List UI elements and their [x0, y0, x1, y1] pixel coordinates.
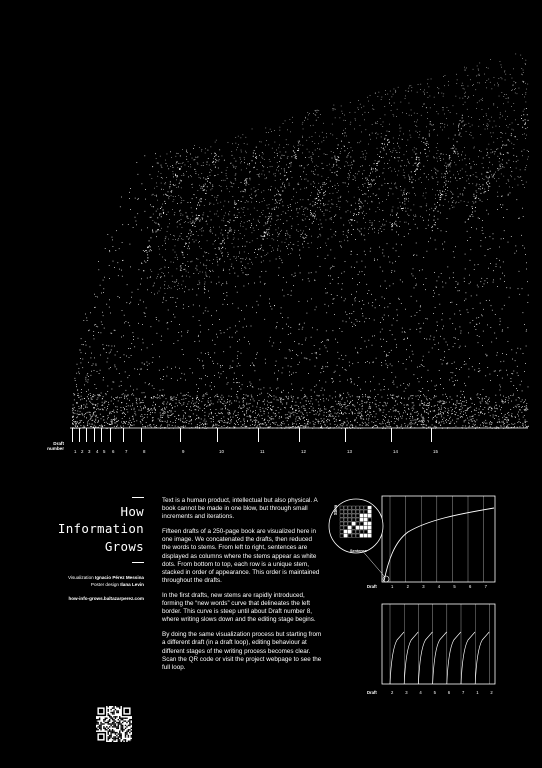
- credit-visualization: [0, 575, 144, 581]
- draft-tick: [94, 428, 95, 442]
- draft-number: 8: [143, 449, 146, 454]
- credit-design-role: Poster design: [90, 582, 119, 587]
- title-line-2: Information: [57, 521, 144, 537]
- curve-draft-number: 7: [484, 584, 487, 589]
- credit-design-name: Ilana Levin: [120, 582, 144, 587]
- zoom-target-circle: [383, 576, 389, 582]
- curve-draft-number: 1: [391, 584, 394, 589]
- project-url[interactable]: how-info-grows.baltazarperez.com: [68, 596, 144, 601]
- draft-number: 10: [219, 449, 224, 454]
- draft-number: 7: [125, 449, 128, 454]
- paragraph-4: By doing the same visualization process but starting from a different draft (in a draft loop), editing behaviour at different stages of the writing process becomes clear. Scan the QR code or visit the project webpage to see the full loop.: [162, 631, 322, 671]
- loop-chart-frame: [382, 604, 495, 684]
- stem-dots: [72, 54, 529, 429]
- draft-tick: [391, 428, 392, 442]
- credit-design: [0, 582, 144, 588]
- draft-number: 5: [103, 449, 106, 454]
- loop-draft-number: 2: [391, 690, 394, 695]
- draft-tick: [79, 428, 80, 442]
- loop-draft-number: 5: [433, 690, 436, 695]
- draft-tick: [86, 428, 87, 442]
- qr-code[interactable]: [96, 706, 132, 742]
- draft-number: 11: [260, 449, 265, 454]
- paragraph-3: In the first drafts, new stems are rapidly introduced, forming the “new words” curve that delineates the left border. This curve is steep until about Draft number 8, where writing slows down and the editing stage begins.: [162, 591, 316, 624]
- loop-draft-number: 3: [405, 690, 408, 695]
- description-text: [162, 497, 322, 679]
- draft-tick: [299, 428, 300, 442]
- credit-viz-role: Visualization: [67, 575, 94, 580]
- loop-draft-number: 2: [490, 690, 493, 695]
- credit-viz-name: Ignacio Pérez Messina: [94, 575, 144, 580]
- draft-number: 3: [88, 449, 91, 454]
- loop-draft-number: 6: [447, 690, 451, 695]
- curve-draft-number: 6: [469, 584, 472, 589]
- loop-draft-number: 4: [419, 690, 422, 695]
- loop-draft-label: Draft: [367, 690, 377, 695]
- draft-tick: [72, 428, 73, 442]
- axis-label-draft: Draft: [53, 441, 64, 446]
- paragraph-2: Fifteen drafts of a 250-page book are visualized here in one image. We concatenated the drafts, then reduced the words to stems. From left to right, sentences are displayed as columns where the stems appear as white dots. From bottom to top, each row is a unique stem, stacked in order of appearance. This order is maintained throughout the drafts.: [162, 528, 320, 584]
- draft-number: 2: [81, 449, 84, 454]
- draft-tick: [345, 428, 346, 442]
- title-line-3: Grows: [104, 538, 144, 554]
- draft-number: 6: [112, 449, 115, 454]
- curve-draft-number: 4: [437, 584, 441, 589]
- draft-tick: [217, 428, 218, 442]
- draft-number: 9: [182, 449, 185, 454]
- axis-label-number: number: [47, 446, 64, 451]
- curve-draft-number: 5: [453, 584, 456, 589]
- curve-chart-draft-lines: [390, 496, 484, 582]
- curve-chart-frame: [382, 496, 495, 582]
- draft-tick: [110, 428, 111, 442]
- title-rule-bottom: [132, 562, 144, 563]
- poster-title: [4, 503, 144, 555]
- draft-tick: [258, 428, 259, 442]
- new-words-curve: [384, 508, 494, 581]
- curve-draft-number: 2: [406, 584, 409, 589]
- draft-tick: [431, 428, 432, 442]
- draft-number: 1: [74, 449, 77, 454]
- draft-number: 4: [96, 449, 99, 454]
- loop-chart-curves: [390, 604, 489, 684]
- draft-tick: [180, 428, 181, 442]
- draft-axis-label: [47, 441, 64, 451]
- draft-loop-chart: [380, 602, 500, 686]
- new-words-curve-chart: [328, 492, 500, 592]
- draft-tick: [123, 428, 124, 442]
- zoom-sentence-label: Sentence: [350, 549, 367, 553]
- title-line-1: How: [120, 504, 144, 519]
- curve-draft-label: Draft: [367, 584, 377, 589]
- draft-number: 12: [301, 449, 306, 454]
- draft-number: 14: [393, 449, 398, 454]
- zoom-stem-label: Stem: [333, 504, 338, 515]
- loop-draft-number: 7: [462, 690, 465, 695]
- draft-tick: [141, 428, 142, 442]
- draft-number: 13: [347, 449, 352, 454]
- loop-draft-number: 1: [476, 690, 479, 695]
- curve-draft-number: 3: [422, 584, 425, 589]
- paragraph-1: Text is a human product, intellectual but also physical. A book cannot be made in one blow, but through small increments and iterations.: [162, 497, 318, 521]
- title-rule-top: [132, 497, 144, 498]
- draft-number: 15: [433, 449, 438, 454]
- draft-tick: [101, 428, 102, 442]
